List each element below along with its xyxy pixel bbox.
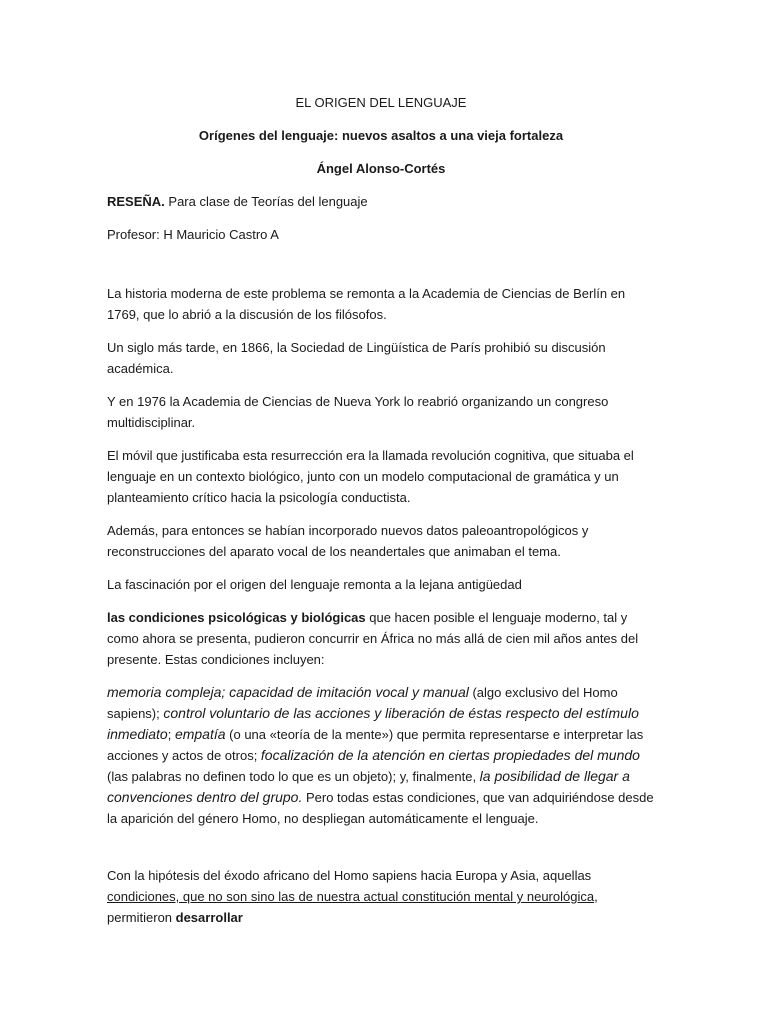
p8-italic-2: control voluntario de las acciones y liberación de éstas respecto del estímulo inmediato bbox=[107, 705, 639, 742]
paragraph-7 bbox=[107, 607, 655, 670]
p8-text-3: (o una «teoría de la mente») que permita representarse e interpretar las acciones y actos de otros; bbox=[107, 727, 644, 763]
document-page bbox=[107, 92, 655, 940]
paragraph-3: Y en 1976 la Academia de Ciencias de Nueva York lo reabrió organizando un congreso multidisciplinar. bbox=[107, 394, 609, 430]
doc-author: Ángel Alonso-Cortés bbox=[316, 161, 446, 176]
paragraph-1: La historia moderna de este problema se remonta a la Academia de Ciencias de Berlín en 1769, que lo abrió a la discusión de los filósofos. bbox=[107, 286, 626, 322]
profesor-line: Profesor: H Mauricio Castro A bbox=[107, 227, 279, 242]
resena-label: RESEÑA. bbox=[107, 194, 165, 209]
p9-bold: desarrollar bbox=[175, 910, 243, 925]
resena-text: Para clase de Teorías del lenguaje bbox=[164, 194, 368, 209]
paragraph-9 bbox=[107, 865, 655, 928]
paragraph-6: La fascinación por el origen del lenguaje remonta a la lejana antigüedad bbox=[107, 577, 522, 592]
p8-italic-4: focalización de la atención en ciertas propiedades del mundo bbox=[260, 747, 640, 763]
p8-italic-1: memoria compleja; capacidad de imitación vocal y manual bbox=[107, 684, 469, 700]
p9-underlined: condiciones, que no son sino las de nuestra actual constitución mental y neurológica bbox=[107, 889, 595, 904]
resena-line bbox=[107, 191, 655, 212]
p9-text-2: , permitieron bbox=[107, 889, 598, 925]
paragraph-8 bbox=[107, 682, 655, 829]
doc-subtitle: Orígenes del lenguaje: nuevos asaltos a una vieja fortaleza bbox=[198, 128, 564, 143]
paragraph-4: El móvil que justificaba esta resurrección era la llamada revolución cognitiva, que situaba el lenguaje en un contexto biológico, junto con un modelo computacional de gramática y un planteamiento crítico hacia la psicología conductista. bbox=[107, 448, 634, 505]
p7-bold: las condiciones psicológicas y biológicas bbox=[107, 610, 366, 625]
doc-title: EL ORIGEN DEL LENGUAJE bbox=[295, 95, 467, 110]
paragraph-2: Un siglo más tarde, en 1866, la Sociedad de Lingüística de París prohibió su discusión académica. bbox=[107, 340, 606, 376]
p8-italic-5: la posibilidad de llegar a convenciones dentro del grupo. bbox=[107, 768, 630, 805]
p7-rest: que hacen posible el lenguaje moderno, tal y como ahora se presenta, pudieron concurrir en África no más allá de cien mil años antes del presente. Estas condiciones incluyen: bbox=[107, 610, 639, 667]
p8-text-2: ; bbox=[167, 727, 175, 742]
paragraph-5: Además, para entonces se habían incorporado nuevos datos paleoantropológicos y reconstrucciones del aparato vocal de los neandertales que animaban el tema. bbox=[107, 523, 589, 559]
p8-italic-3: empatía bbox=[174, 726, 226, 742]
p8-text-1: (algo exclusivo del Homo sapiens); bbox=[107, 685, 618, 721]
p8-text-4: (las palabras no definen todo lo que es un objeto); y, finalmente, bbox=[107, 769, 480, 784]
p8-text-5: Pero todas estas condiciones, que van adquiriéndose desde la aparición del género Homo, no despliegan automáticamente el lenguaje. bbox=[107, 790, 654, 826]
p9-text-1: Con la hipótesis del éxodo africano del Homo sapiens hacia Europa y Asia, aquellas bbox=[107, 868, 592, 883]
